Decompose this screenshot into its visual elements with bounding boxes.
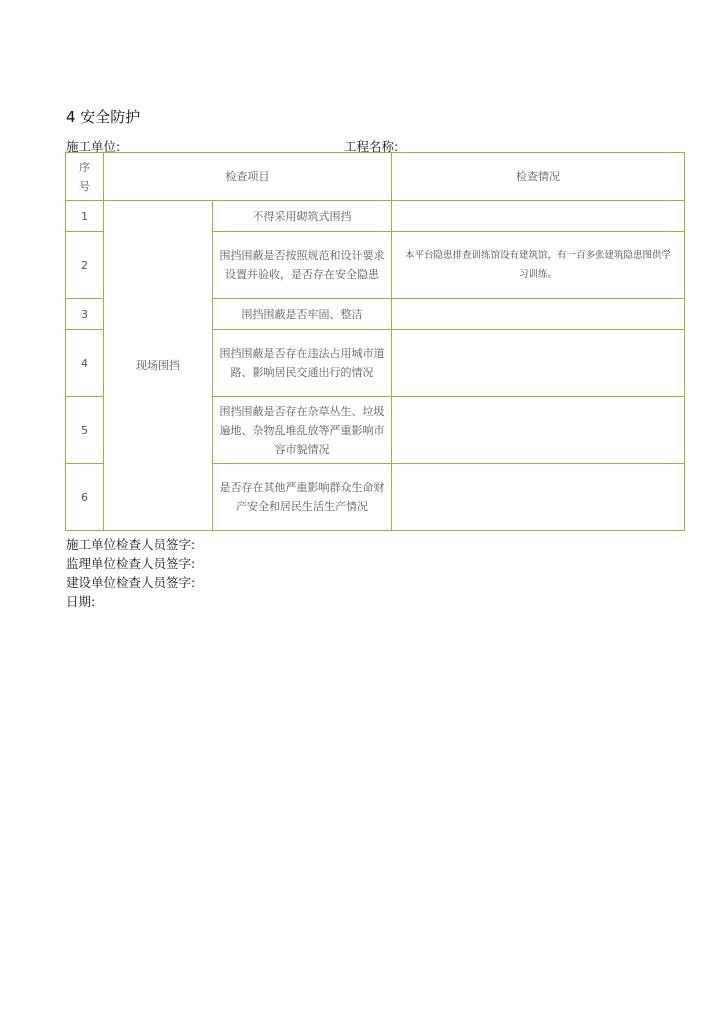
supervision-inspector-signature: 监理单位检查人员签字: bbox=[66, 556, 196, 571]
table-header-row bbox=[66, 153, 685, 201]
row-item: 围挡围蔽是否按照规范和设计要求设置并验收，是否存在安全隐患 bbox=[213, 232, 392, 299]
project-name-label: 工程名称: bbox=[344, 139, 399, 154]
row-item: 围挡围蔽是否存在违法占用城市道路、影响居民交通出行的情况 bbox=[213, 330, 392, 397]
row-result bbox=[392, 299, 685, 330]
header-result: 检查情况 bbox=[392, 153, 685, 201]
row-item: 不得采用砌筑式围挡 bbox=[213, 201, 392, 232]
construction-inspector-signature: 施工单位检查人员签字: bbox=[66, 537, 196, 552]
row-no: 1 bbox=[66, 201, 104, 232]
row-item: 围挡围蔽是否存在杂草丛生、垃圾遍地、杂物乱堆乱放等严重影响市容市貌情况 bbox=[213, 397, 392, 464]
header-item: 检查项目 bbox=[104, 153, 392, 201]
row-item: 是否存在其他严重影响群众生命财产安全和居民生活生产情况 bbox=[213, 464, 392, 531]
row-no: 3 bbox=[66, 299, 104, 330]
row-item: 围挡围蔽是否牢固、整洁 bbox=[213, 299, 392, 330]
row-result bbox=[392, 397, 685, 464]
signature-block bbox=[66, 535, 195, 611]
row-no: 5 bbox=[66, 397, 104, 464]
header-no: 序号 bbox=[66, 153, 104, 201]
owner-inspector-signature: 建设单位检查人员签字: bbox=[66, 575, 196, 590]
table-row bbox=[66, 201, 685, 232]
inspection-table bbox=[65, 152, 685, 531]
row-result bbox=[392, 330, 685, 397]
row-no: 6 bbox=[66, 464, 104, 531]
row-result bbox=[392, 464, 685, 531]
row-no: 4 bbox=[66, 330, 104, 397]
row-result bbox=[392, 201, 685, 232]
date-label: 日期: bbox=[66, 594, 96, 609]
row-no: 2 bbox=[66, 232, 104, 299]
construction-unit-label: 施工单位: bbox=[66, 139, 121, 154]
category-cell: 现场围挡 bbox=[104, 201, 213, 531]
document-title: 4 安全防护 bbox=[66, 108, 141, 126]
row-result: 本平台隐患排查训练馆设有建筑馆，有一百多张建筑隐患图供学习训练。 bbox=[392, 232, 685, 299]
